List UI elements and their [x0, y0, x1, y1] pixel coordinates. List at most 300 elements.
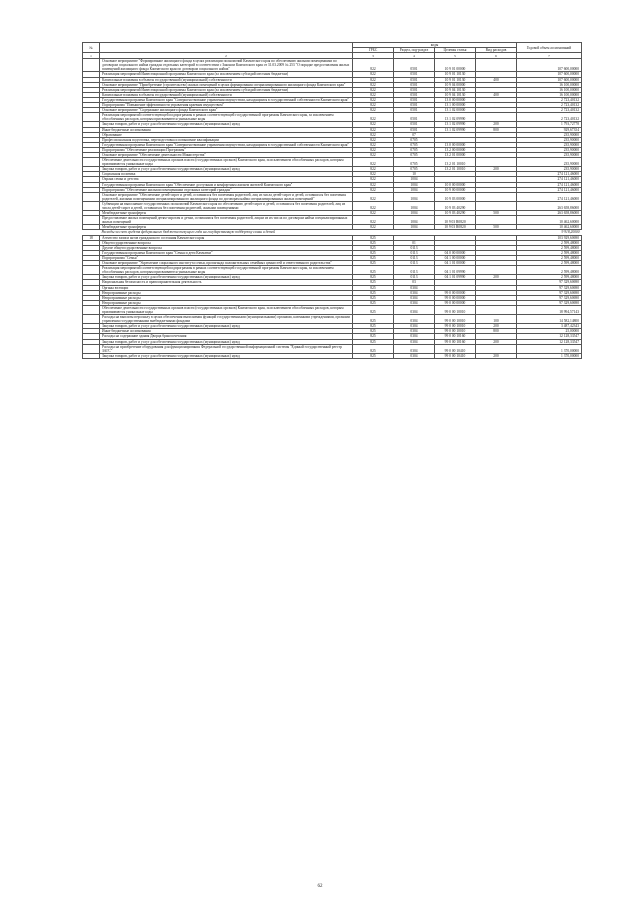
row-sum: 2 723,40132 [517, 103, 582, 108]
row-rz: 0501 [394, 113, 435, 122]
row-grbs: 825 [353, 344, 394, 353]
index-cell: 2 [100, 53, 353, 59]
row-rz: 1004 [394, 177, 435, 182]
row-rz: 0113 [394, 250, 435, 255]
row-sum: 274 121,46000 [517, 192, 582, 201]
row-sum: 263 658,86000 [517, 201, 582, 210]
row-sum: 235,90000 [517, 132, 582, 137]
row-grbs: 822 [353, 132, 394, 137]
row-sum: 25,00000 [517, 329, 582, 334]
row-sum: 235,90000 [517, 152, 582, 157]
row-vr: 200 [476, 324, 517, 329]
row-vr [476, 113, 517, 122]
row-rz: 0113 [394, 266, 435, 275]
table-row [83, 59, 582, 72]
row-name: Непрограммные расходы [100, 295, 353, 300]
row-num [83, 201, 100, 210]
row-rz: 0304 [394, 324, 435, 329]
row-vr [476, 158, 517, 167]
row-cs: 13 0 00 00000 [435, 97, 476, 102]
row-name: Охрана семьи и детства [100, 177, 353, 182]
row-sum: 97 329,60690 [517, 280, 582, 285]
row-cs: 10 9 01 10130 [435, 72, 476, 77]
row-cs: 13 1 02 00000 [435, 108, 476, 113]
row-rz: 0113 [394, 255, 435, 260]
row-cs: 13 1 00 00000 [435, 103, 476, 108]
row-rz: 0304 [394, 305, 435, 314]
row-sum: 235,90000 [517, 142, 582, 147]
row-sum: 2 599,48000 [517, 266, 582, 275]
row-rz: 1004 [394, 225, 435, 230]
row-rz: 1004 [394, 201, 435, 210]
row-name: Национальная безопасность и правоохранительная деятельность [100, 280, 353, 285]
row-name: Непрограммные расходы [100, 290, 353, 295]
row-rz: 1004 [394, 192, 435, 201]
row-cs: 10 9 00 00000 [435, 187, 476, 192]
row-cs: 13 2 01 10010 [435, 167, 476, 172]
row-num [83, 59, 100, 72]
row-sum: 12 128,33547 [517, 339, 582, 344]
row-name: Образование [100, 132, 353, 137]
index-cell: 1 [83, 53, 100, 59]
row-grbs: 825 [353, 324, 394, 329]
row-grbs: 825 [353, 250, 394, 255]
row-name: Реализация мероприятий соответствующей подпрограммы в рамках соответствующей государственной программы Камчатского края, за исключением обособленных расходов, которым присваиваются уникальные коды [100, 113, 353, 122]
row-rz: 0705 [394, 158, 435, 167]
row-grbs: 822 [353, 216, 394, 225]
row-name: Государственная программа Камчатского края "Совершенствование управления имуществом, находящимся в государственной собственности Камчатского края" [100, 142, 353, 147]
row-cs: 04 1 00 00000 [435, 255, 476, 260]
row-grbs: 822 [353, 122, 394, 127]
row-sum: 274 121,46000 [517, 182, 582, 187]
table-row [83, 266, 582, 275]
row-rz: 0304 [394, 290, 435, 295]
row-rz: 0501 [394, 87, 435, 92]
row-name: Основное мероприятие "Формирование жилищного фонда в целях реализации полномочий Камчатского края по обеспечению жилыми помещениями по договорам социального найма граждан отдельных категорий в соответствии с Законом Камчатского края от 31.03.2009 № 253 "О порядке предоставления жилых помещений жилищного фонда Камчатского края по договорам социального найма" [100, 59, 353, 72]
row-name: Подпрограмма "Обеспечение жилыми помещениями отдельных категорий граждан" [100, 187, 353, 192]
row-sum: 235,90000 [517, 147, 582, 152]
header-rz: Раздел, под-раздел [394, 48, 435, 53]
row-grbs: 822 [353, 113, 394, 122]
row-vr [476, 192, 517, 201]
page-number: 62 [317, 884, 323, 889]
row-name: Подпрограмма "Повышение эффективности управления краевым имуществом" [100, 103, 353, 108]
row-grbs: 825 [353, 285, 394, 290]
row-grbs: 825 [353, 266, 394, 275]
row-num [83, 305, 100, 314]
row-cs: 10 9 03 40290 [435, 211, 476, 216]
row-cs: 99 0 00 10010 [435, 324, 476, 329]
row-vr: 800 [476, 329, 517, 334]
row-cs: 04 1 01 09990 [435, 275, 476, 280]
row-grbs: 822 [353, 72, 394, 77]
row-cs: 99 0 00 00000 [435, 295, 476, 300]
row-grbs: 822 [353, 137, 394, 142]
row-grbs: 822 [353, 147, 394, 152]
row-vr [476, 59, 517, 72]
row-rz: 0304 [394, 329, 435, 334]
row-sum: 10 462,60000 [517, 225, 582, 230]
row-grbs: 825 [353, 305, 394, 314]
row-sum: 2 599,48000 [517, 261, 582, 266]
row-sum: 107 600,00000 [517, 59, 582, 72]
row-name: Социальная политика [100, 172, 353, 177]
row-sum: 107 600,00000 [517, 72, 582, 77]
row-grbs: 822 [353, 192, 394, 201]
row-rz: 0501 [394, 108, 435, 113]
row-name: Основное мероприятие "Обеспечение детей-сирот и детей, оставшихся без попечения родителей, лиц из числа детей-сирот и детей, оставшихся без попечения родителей, жилыми помещениями специализированного жилищного фонда по договорам найма специализированных жилых помещений" [100, 192, 353, 201]
row-vr: 200 [476, 122, 517, 127]
row-name: Государственная программа Камчатского края "Обеспечение доступным и комфортным жильем жителей Камчатского края" [100, 182, 353, 187]
row-grbs: 822 [353, 225, 394, 230]
row-name: Закупка товаров, работ и услуг для обеспечения государственных (муниципальных) нужд [100, 353, 353, 358]
row-sum: 16 100,00000 [517, 87, 582, 92]
row-name: Другие общегосударственные вопросы [100, 245, 353, 250]
row-grbs: 822 [353, 167, 394, 172]
row-name: Агентство записи актов гражданского состояния Камчатского края [100, 235, 353, 240]
index-cell: 6 [476, 53, 517, 59]
row-cs: 99 0 00 10010 [435, 305, 476, 314]
row-rz: 0501 [394, 82, 435, 87]
row-rz: 0501 [394, 97, 435, 102]
row-cs: 10 9 04 00000 [435, 82, 476, 87]
row-rz: 0705 [394, 142, 435, 147]
row-cs: 99 0 00 10160 [435, 339, 476, 344]
row-sum: 2 599,48000 [517, 250, 582, 255]
row-vr [476, 344, 517, 353]
row-sum: 235,90000 [517, 158, 582, 167]
header-vr: Вид расходов [476, 48, 517, 53]
row-sum: 3 487,42343 [517, 324, 582, 329]
row-vr [476, 305, 517, 314]
row-cs: 10 9 03 R0820 [435, 216, 476, 225]
row-rz: 0304 [394, 300, 435, 305]
row-grbs: 825 [353, 255, 394, 260]
row-sum: 2 723,40132 [517, 113, 582, 122]
table-row [83, 353, 582, 358]
row-sum: 16 100,00000 [517, 82, 582, 87]
row-rz: 0304 [394, 295, 435, 300]
row-sum: 2 599,48000 [517, 240, 582, 245]
row-sum: 235,90000 [517, 167, 582, 172]
row-vr: 400 [476, 77, 517, 82]
row-sum: 274 121,46000 [517, 172, 582, 177]
row-num [83, 192, 100, 201]
row-num [83, 344, 100, 353]
index-cell: 7 [517, 53, 582, 59]
row-cs: 04 1 01 09990 [435, 266, 476, 275]
row-grbs: 825 [353, 240, 394, 245]
row-sum: 97 329,60690 [517, 295, 582, 300]
row-sum: 12 128,33547 [517, 334, 582, 339]
row-sum: 235,90000 [517, 137, 582, 142]
row-name: Закупка товаров, работ и услуг для обеспечения государственных (муниципальных) нужд [100, 275, 353, 280]
table-row [83, 201, 582, 210]
row-name: Обеспечение деятельности государственных органов власти (государственных органов) Камчатского края, за исключением обособленных расходов, которым присваиваются уникальные коды [100, 305, 353, 314]
row-cs: 10 9 04 10130 [435, 92, 476, 97]
row-name: Общегосударственные вопросы [100, 240, 353, 245]
row-rz: 0501 [394, 72, 435, 77]
row-sum: 2 723,40132 [517, 108, 582, 113]
row-grbs: 822 [353, 92, 394, 97]
row-sum: 18 994,57143 [517, 305, 582, 314]
table-body [83, 59, 582, 359]
row-name: Капитальные вложения в объекты государственной (муниципальной) собственности [100, 92, 353, 97]
row-rz: 1004 [394, 187, 435, 192]
header-grbs: ГРБС [353, 48, 394, 53]
table-row [83, 158, 582, 167]
row-cs: 99 0 00 10410 [435, 344, 476, 353]
row-sum: 97 329,60690 [517, 290, 582, 295]
row-rz: 1004 [394, 182, 435, 187]
row-vr: 200 [476, 353, 517, 358]
row-sum: 97 329,60690 [517, 300, 582, 305]
row-vr: 800 [476, 127, 517, 132]
row-grbs: 822 [353, 187, 394, 192]
row-sum: 107 600,00000 [517, 77, 582, 82]
row-num [83, 315, 100, 324]
row-rz: 01 [394, 240, 435, 245]
row-grbs: 822 [353, 177, 394, 182]
row-rz: 0304 [394, 339, 435, 344]
row-sum: 2 723,40132 [517, 97, 582, 102]
row-name: Непрограммные расходы [100, 300, 353, 305]
row-name: Расходы за счет средств федерального бюджета текущего года на государственную поддержку семьи и детей [100, 230, 353, 235]
row-grbs: 825 [353, 334, 394, 339]
row-name: Реализация мероприятий соответствующей подпрограммы в рамках соответствующей государственной программы Камчатского края, за исключением обособленных расходов, которым присваиваются уникальные коды [100, 266, 353, 275]
row-name: Основное мероприятие "Содержание жилищного фонда Камчатского края" [100, 108, 353, 113]
row-vr [476, 266, 517, 275]
row-name: Предоставление жилых помещений детям-сиротам и детям, оставшимся без попечения родителей, лицам из их числа по договорам найма специализированных жилых помещений [100, 216, 353, 225]
row-sum: 9 918,20000 [517, 230, 582, 235]
row-cs: 10 9 01 10130 [435, 77, 476, 82]
row-rz: 0304 [394, 353, 435, 358]
row-name: Межбюджетные трансферты [100, 225, 353, 230]
row-vr: 200 [476, 167, 517, 172]
row-name: Капитальные вложения в объекты государственной (муниципальной) собственности [100, 77, 353, 82]
row-grbs: 825 [353, 329, 394, 334]
row-cs: 04 1 01 00000 [435, 261, 476, 266]
row-name: Расходы на приобретение оборудования для функционирования Федеральной государственной информационной системы "Единый государственный реестр ЗАГС" [100, 344, 353, 353]
row-name: Закупка товаров, работ и услуг для обеспечения государственных (муниципальных) нужд [100, 167, 353, 172]
row-grbs: 822 [353, 158, 394, 167]
row-grbs: 822 [353, 97, 394, 102]
row-sum: 1 370,00000 [517, 344, 582, 353]
row-name: Основное мероприятие "Приобретение (строительство) жилых помещений в целях формирования специализированного жилищного фонда Камчатского края" [100, 82, 353, 87]
row-grbs: 822 [353, 77, 394, 82]
budget-table [82, 42, 582, 359]
row-name: Обеспечение деятельности государственных органов власти (государственных органов) Камчатского края, за исключением обособленных расходов, которым присваиваются уникальные коды [100, 158, 353, 167]
row-name: Государственная программа Камчатского края "Семья и дети Камчатки" [100, 250, 353, 255]
row-grbs: 822 [353, 108, 394, 113]
row-name: Органы юстиции [100, 285, 353, 290]
table-row [83, 344, 582, 353]
row-vr: 200 [476, 339, 517, 344]
row-grbs: 825 [353, 245, 394, 250]
row-rz: 0705 [394, 167, 435, 172]
row-vr: 500 [476, 211, 517, 216]
row-num [83, 113, 100, 122]
row-rz: 0501 [394, 59, 435, 72]
index-cell: 4 [394, 53, 435, 59]
index-cell: 3 [353, 53, 394, 59]
row-sum: 103 929,60690 [517, 235, 582, 240]
row-rz: 0501 [394, 77, 435, 82]
row-name: Закупка товаров, работ и услуг для обеспечения государственных (муниципальных) нужд [100, 324, 353, 329]
row-sum: 14 582,14800 [517, 315, 582, 324]
row-vr: 200 [476, 275, 517, 280]
row-vr [476, 216, 517, 225]
row-grbs: 825 [353, 339, 394, 344]
row-num [83, 266, 100, 275]
row-rz: 0705 [394, 147, 435, 152]
row-grbs: 822 [353, 142, 394, 147]
row-name: Расходы на содержание здания Дворца бракосочетания [100, 334, 353, 339]
row-grbs: 822 [353, 82, 394, 87]
row-cs: 10 9 03 R0820 [435, 225, 476, 230]
row-grbs: 825 [353, 290, 394, 295]
row-name: Подпрограмма "Семья" [100, 255, 353, 260]
row-rz: 0304 [394, 344, 435, 353]
row-rz: 0705 [394, 152, 435, 157]
row-vr: 100 [476, 315, 517, 324]
index-cell: 5 [435, 53, 476, 59]
row-sum: 16 100,00000 [517, 92, 582, 97]
header-codes: коды [353, 43, 517, 48]
table-row [83, 113, 582, 122]
row-name: Иные бюджетные ассигнования [100, 329, 353, 334]
row-cs: 13 0 00 00000 [435, 142, 476, 147]
row-rz: 03 [394, 280, 435, 285]
row-cs: 13 2 01 00000 [435, 152, 476, 157]
row-grbs: 825 [353, 353, 394, 358]
row-rz: 0501 [394, 122, 435, 127]
row-grbs: 825 [353, 295, 394, 300]
header-cs: Целевая статья [435, 48, 476, 53]
row-rz: 0304 [394, 334, 435, 339]
row-grbs: 825 [353, 261, 394, 266]
row-sum: 97 329,60690 [517, 285, 582, 290]
header-sum: Годовой объем ассигнований [517, 43, 582, 53]
row-vr: 500 [476, 225, 517, 230]
row-grbs: 822 [353, 211, 394, 216]
row-name: Субвенции на выполнение государственных полномочий Камчатского края по обеспечению детей-сирот и детей, оставшихся без попечения родителей, лиц из числа детей-сирот и детей, оставшихся без попечения родителей, жилыми помещениями [100, 201, 353, 210]
row-cs: 99 0 00 10010 [435, 329, 476, 334]
row-grbs: 822 [353, 172, 394, 177]
row-grbs: 822 [353, 182, 394, 187]
row-name: Закупка товаров, работ и услуг для обеспечения государственных (муниципальных) нужд [100, 122, 353, 127]
row-sum: 1 793,72778 [517, 122, 582, 127]
row-grbs: 822 [353, 152, 394, 157]
row-sum: 274 121,46000 [517, 187, 582, 192]
row-cs: 04 0 00 00000 [435, 250, 476, 255]
row-cs: 13 2 01 10010 [435, 158, 476, 167]
row-grbs: 825 [353, 235, 394, 240]
header-name [100, 43, 353, 53]
row-grbs: 825 [353, 315, 394, 324]
row-rz: 1004 [394, 216, 435, 225]
row-name: Иные бюджетные ассигнования [100, 127, 353, 132]
row-grbs: 822 [353, 87, 394, 92]
table-row [83, 192, 582, 201]
row-cs: 99 0 00 10410 [435, 353, 476, 358]
row-rz: 0705 [394, 137, 435, 142]
row-rz: 0501 [394, 103, 435, 108]
row-name: Межбюджетные трансферты [100, 211, 353, 216]
row-name: Реализация мероприятий Инвестиционной программы Камчатского края (за исключением субсидий местным бюджетам) [100, 87, 353, 92]
row-cs: 13 1 02 09990 [435, 113, 476, 122]
row-grbs: 822 [353, 127, 394, 132]
row-name: Реализация мероприятий Инвестиционной программы Камчатского края (за исключением субсидий местным бюджетам) [100, 72, 353, 77]
row-num [83, 216, 100, 225]
row-rz: 07 [394, 132, 435, 137]
row-rz: 0113 [394, 245, 435, 250]
row-name: Основное мероприятие "Обеспечение деятельности Министерства" [100, 152, 353, 157]
row-grbs: 825 [353, 275, 394, 280]
row-cs: 99 0 00 00000 [435, 300, 476, 305]
row-cs: 99 0 00 10160 [435, 334, 476, 339]
row-grbs: 825 [353, 280, 394, 285]
table-row [83, 315, 582, 324]
row-sum: 2 599,48000 [517, 275, 582, 280]
row-num [83, 353, 100, 358]
row-cs: 10 9 03 00000 [435, 192, 476, 201]
row-grbs: 822 [353, 103, 394, 108]
row-num [83, 158, 100, 167]
row-sum: 1 370,00000 [517, 353, 582, 358]
row-grbs: 825 [353, 300, 394, 305]
row-name: Основное мероприятие "Укрепление социального института семьи, пропаганда положительных семейных ценностей и ответственного родительства" [100, 261, 353, 266]
header-num: № [83, 43, 100, 53]
row-vr [476, 201, 517, 210]
row-rz: 0113 [394, 261, 435, 266]
row-sum: 2 599,48000 [517, 255, 582, 260]
row-name: Расходы на выплаты персоналу в целях обеспечения выполнения функций государственными (муниципальными) органами, казенными учреждениями, органами управления государственными внебюджетными фондами [100, 315, 353, 324]
row-cs: 10 9 03 40290 [435, 201, 476, 210]
row-sum: 929,67354 [517, 127, 582, 132]
row-name: Подпрограмма "Обеспечение реализации Программы" [100, 147, 353, 152]
row-cs: 10 9 01 00000 [435, 59, 476, 72]
row-sum: 263 658,86000 [517, 211, 582, 216]
table-row [83, 216, 582, 225]
row-cs: 99 0 00 00000 [435, 290, 476, 295]
row-name: Государственная программа Камчатского края "Совершенствование управления имуществом, находящимся в государственной собственности Камчатского края" [100, 97, 353, 102]
row-rz: 0304 [394, 285, 435, 290]
row-grbs: 822 [353, 201, 394, 210]
row-grbs: 822 [353, 59, 394, 72]
row-rz: 1004 [394, 211, 435, 216]
row-cs: 13 1 02 09990 [435, 122, 476, 127]
row-sum: 274 121,46000 [517, 177, 582, 182]
row-name: Профессиональная подготовка, переподготовка и повышение квалификации [100, 137, 353, 142]
row-rz: 0501 [394, 92, 435, 97]
row-rz: 0501 [394, 127, 435, 132]
row-cs: 13 2 00 00000 [435, 147, 476, 152]
table-row [83, 305, 582, 314]
row-vr: 400 [476, 92, 517, 97]
row-sum: 2 599,48000 [517, 245, 582, 250]
row-rz: 10 [394, 172, 435, 177]
row-cs: 10 9 04 10130 [435, 87, 476, 92]
row-cs: 99 0 00 10010 [435, 315, 476, 324]
row-cs: 10 0 00 00000 [435, 182, 476, 187]
row-sum: 10 462,60000 [517, 216, 582, 225]
row-num: 18 [83, 235, 100, 240]
row-rz: 0113 [394, 275, 435, 280]
row-rz: 0304 [394, 315, 435, 324]
row-name: Закупка товаров, работ и услуг для обеспечения государственных (муниципальных) нужд [100, 339, 353, 344]
row-cs: 13 1 02 09990 [435, 127, 476, 132]
